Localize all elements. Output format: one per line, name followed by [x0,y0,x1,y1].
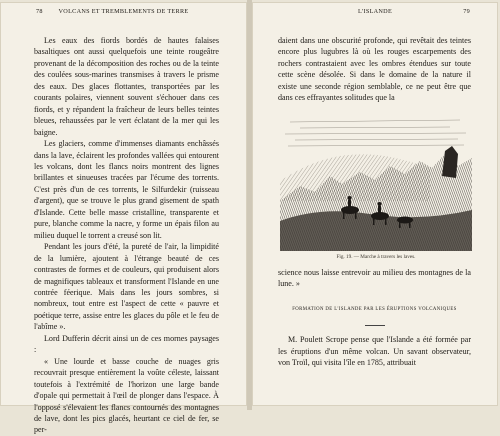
engraving-illustration [280,106,472,251]
paragraph: science nous laisse entrevoir au milieu des montagnes de la lune. » [278,268,471,289]
left-page [0,2,247,435]
body-text [34,35,219,436]
running-title: L'ISLANDE [357,8,393,15]
paragraph: daient dans une obscurité profonde, qui revêtait des teintes encore plus lugubres là où les rouges escarpements des rochers contrastaient avec les ombres étendues sur toute cette scène désolée. Si dans le domaine de la nature il existe une seconde région semblable, ce ne peut être que dans ces effrayantes solitudes que la [278,36,471,103]
engraving-figure [280,106,472,262]
running-head [0,8,247,18]
paragraph: M. Poulett Scrope pense que l'Islande a été formée par les éruptions d'un même volcan. Un savant observateur, von Troïl, qui visita l'île en 1785, attribuait [278,335,471,368]
body-text-bottom [278,267,471,369]
section-rule [365,325,385,326]
figure-caption: Fig. 19. — Marche à travers les laves. [336,254,416,260]
right-page [252,2,498,406]
paragraph: Les eaux des fiords bordés de hautes falaises basaltiques ont aussi quelquefois une teinte rougeâtre provenant de la décomposition des roches ou de la teinte des coulées sous-marines transmises à travers le prisme des eaux. Des glaces flottantes, transportées par les courants polaires, viennent souvent s'échouer dans ces fiords, et y répandent la fraîcheur de leurs belles teintes bleues, rehaussées par le vert éclatant de la mer qui les baigne. [34,36,219,137]
page-number: 78 [36,8,43,15]
section-heading: FORMATION DE L'ISLANDE PAR LES ÉRUPTIONS VOLCANIQUES [292,306,457,312]
paragraph: Lord Dufferin décrit ainsi un de ces mornes paysages : [34,333,219,355]
running-title: VOLCANS ET TREMBLEMENTS DE TERRE [58,8,189,15]
running-head [252,8,498,18]
body-text-top [278,35,471,104]
page-number: 79 [463,8,470,15]
quote-paragraph: « Une lourde et basse couche de nuages gris recouvrait presque entièrement la voûte céleste, laissant toutefois à l'extrémité de l'horizon une large bande d'opale qui permettait à l'œil de plonger dans l'espace. À l'opposé s'élevaient les flancs contournés des montagnes de lave, dont les pics glacés, heurtant ce ciel de fer, se per- [34,356,219,435]
paragraph: Pendant les jours d'été, la pureté de l'air, la limpidité de la lumière, ajoutent à l'étrange beauté de ces contrastes de formes et de couleurs, qui produisent alors de magnifiques tableaux et transforment l'Islande en une contrée féerique. Mais dans les jours sombres, si nombreux, tout entre est l'aspect de cette « pauvre et poétique terre, assise entre les glaces du pôle et le feu de l'abîme ». [34,242,219,332]
paragraph: Les glaciers, comme d'immenses diamants enchâssés dans la lave, éclairent les profondes vallées qui entourent les volcans, dont les flancs noirs montrent des lignes brillantes et sinueuses tracées par l'écume des torrents. C'est près d'un de ces torrents, le Silfurdekir (ruisseau d'argent), que se trouve le plus grand gisement de spath d'Islande. Cette belle masse cristalline, transparente et pure, blanche comme la nacre, y forme un épais filon au milieu duquel le torrent a creusé son lit. [34,139,219,240]
